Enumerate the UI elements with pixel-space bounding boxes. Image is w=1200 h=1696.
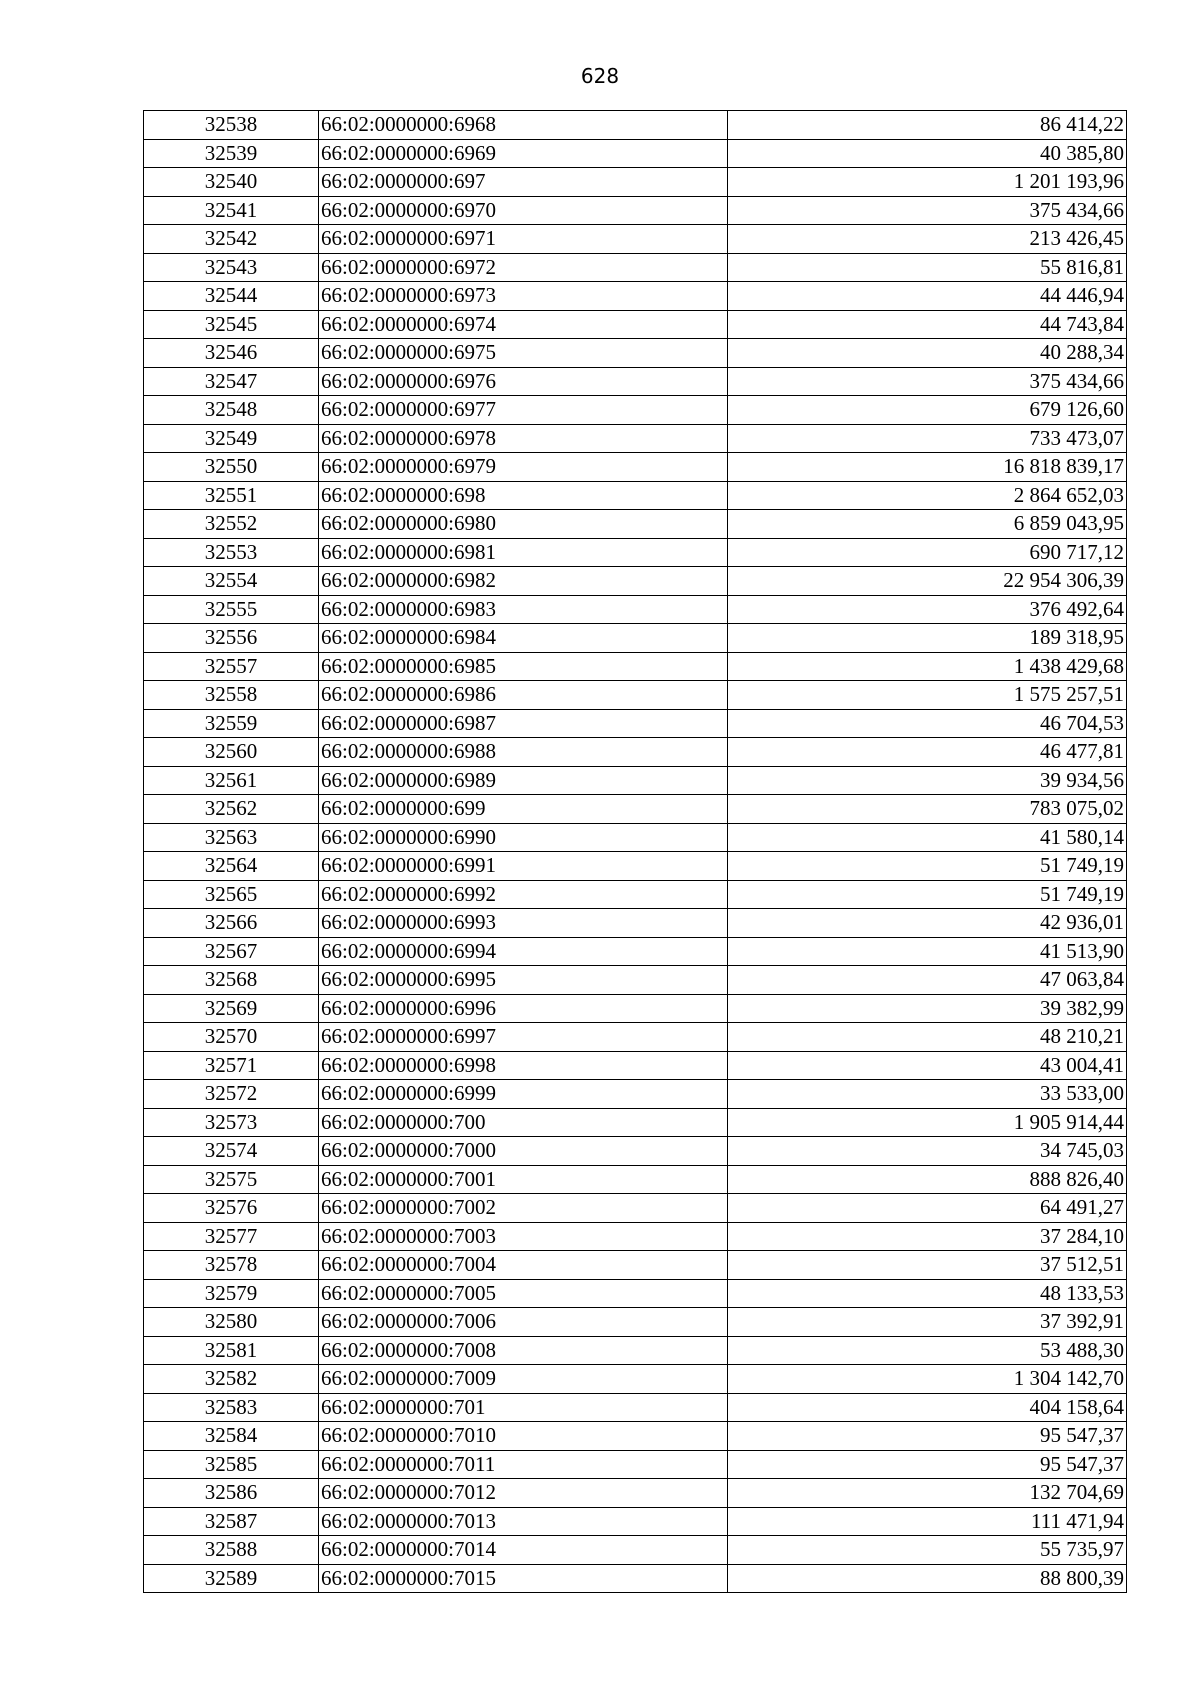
cadastral-value-cell: 404 158,64 (728, 1393, 1127, 1422)
table-row (144, 1165, 1127, 1194)
row-number-cell: 32566 (144, 909, 319, 938)
cadastral-value-cell: 95 547,37 (728, 1450, 1127, 1479)
table-row (144, 1536, 1127, 1565)
table-row (144, 168, 1127, 197)
table-row (144, 481, 1127, 510)
cadastral-number-cell: 66:02:0000000:698 (319, 481, 728, 510)
cadastral-number-cell: 66:02:0000000:7010 (319, 1422, 728, 1451)
cadastral-value-cell: 40 288,34 (728, 339, 1127, 368)
cadastral-number-cell: 66:02:0000000:7003 (319, 1222, 728, 1251)
cadastral-number-cell: 66:02:0000000:6973 (319, 282, 728, 311)
cadastral-value-cell: 88 800,39 (728, 1564, 1127, 1593)
cadastral-number-cell: 66:02:0000000:6992 (319, 880, 728, 909)
cadastral-value-cell: 51 749,19 (728, 880, 1127, 909)
row-number-cell: 32565 (144, 880, 319, 909)
row-number-cell: 32546 (144, 339, 319, 368)
table-row (144, 852, 1127, 881)
table-row (144, 282, 1127, 311)
row-number-cell: 32540 (144, 168, 319, 197)
cadastral-number-cell: 66:02:0000000:6988 (319, 738, 728, 767)
row-number-cell: 32562 (144, 795, 319, 824)
cadastral-number-cell: 66:02:0000000:6993 (319, 909, 728, 938)
cadastral-number-cell: 66:02:0000000:6994 (319, 937, 728, 966)
row-number-cell: 32584 (144, 1422, 319, 1451)
cadastral-number-cell: 66:02:0000000:7005 (319, 1279, 728, 1308)
cadastral-value-cell: 86 414,22 (728, 111, 1127, 140)
row-number-cell: 32572 (144, 1080, 319, 1109)
row-number-cell: 32588 (144, 1536, 319, 1565)
cadastral-value-cell: 39 934,56 (728, 766, 1127, 795)
table-row (144, 823, 1127, 852)
table-row (144, 1308, 1127, 1337)
row-number-cell: 32555 (144, 595, 319, 624)
row-number-cell: 32569 (144, 994, 319, 1023)
cadastral-number-cell: 66:02:0000000:7012 (319, 1479, 728, 1508)
cadastral-value-cell: 6 859 043,95 (728, 510, 1127, 539)
row-number-cell: 32545 (144, 310, 319, 339)
cadastral-value-cell: 44 743,84 (728, 310, 1127, 339)
table-row (144, 1080, 1127, 1109)
table-row (144, 595, 1127, 624)
row-number-cell: 32567 (144, 937, 319, 966)
row-number-cell: 32542 (144, 225, 319, 254)
row-number-cell: 32573 (144, 1108, 319, 1137)
row-number-cell: 32589 (144, 1564, 319, 1593)
cadastral-number-cell: 66:02:0000000:6968 (319, 111, 728, 140)
cadastral-value-cell: 1 304 142,70 (728, 1365, 1127, 1394)
cadastral-number-cell: 66:02:0000000:6995 (319, 966, 728, 995)
row-number-cell: 32556 (144, 624, 319, 653)
cadastral-value-cell: 42 936,01 (728, 909, 1127, 938)
row-number-cell: 32579 (144, 1279, 319, 1308)
cadastral-number-cell: 66:02:0000000:6990 (319, 823, 728, 852)
table-row (144, 1336, 1127, 1365)
table-row (144, 253, 1127, 282)
row-number-cell: 32577 (144, 1222, 319, 1251)
cadastral-number-cell: 66:02:0000000:6975 (319, 339, 728, 368)
cadastral-value-cell: 16 818 839,17 (728, 453, 1127, 482)
cadastral-number-cell: 66:02:0000000:6981 (319, 538, 728, 567)
cadastral-value-cell: 213 426,45 (728, 225, 1127, 254)
table-row (144, 766, 1127, 795)
cadastral-number-cell: 66:02:0000000:6974 (319, 310, 728, 339)
table-row (144, 111, 1127, 140)
cadastral-value-cell: 37 512,51 (728, 1251, 1127, 1280)
cadastral-number-cell: 66:02:0000000:6989 (319, 766, 728, 795)
cadastral-value-cell: 376 492,64 (728, 595, 1127, 624)
cadastral-value-cell: 48 210,21 (728, 1023, 1127, 1052)
cadastral-number-cell: 66:02:0000000:7008 (319, 1336, 728, 1365)
cadastral-number-cell: 66:02:0000000:6977 (319, 396, 728, 425)
table-row (144, 652, 1127, 681)
cadastral-number-cell: 66:02:0000000:6997 (319, 1023, 728, 1052)
row-number-cell: 32547 (144, 367, 319, 396)
cadastral-value-cell: 55 816,81 (728, 253, 1127, 282)
table-row (144, 1023, 1127, 1052)
row-number-cell: 32580 (144, 1308, 319, 1337)
row-number-cell: 32541 (144, 196, 319, 225)
table-row (144, 396, 1127, 425)
cadastral-number-cell: 66:02:0000000:6998 (319, 1051, 728, 1080)
cadastral-number-cell: 66:02:0000000:701 (319, 1393, 728, 1422)
table-row (144, 624, 1127, 653)
cadastral-number-cell: 66:02:0000000:6969 (319, 139, 728, 168)
table-row (144, 1422, 1127, 1451)
table-row (144, 966, 1127, 995)
table-row (144, 994, 1127, 1023)
table-row (144, 1194, 1127, 1223)
cadastral-number-cell: 66:02:0000000:6972 (319, 253, 728, 282)
cadastral-number-cell: 66:02:0000000:6978 (319, 424, 728, 453)
cadastral-value-cell: 40 385,80 (728, 139, 1127, 168)
table-row (144, 225, 1127, 254)
row-number-cell: 32575 (144, 1165, 319, 1194)
cadastral-number-cell: 66:02:0000000:7002 (319, 1194, 728, 1223)
cadastral-value-cell: 39 382,99 (728, 994, 1127, 1023)
cadastral-value-cell: 95 547,37 (728, 1422, 1127, 1451)
table-row (144, 738, 1127, 767)
cadastral-value-cell: 888 826,40 (728, 1165, 1127, 1194)
row-number-cell: 32539 (144, 139, 319, 168)
table-row (144, 1393, 1127, 1422)
cadastral-number-cell: 66:02:0000000:6970 (319, 196, 728, 225)
row-number-cell: 32557 (144, 652, 319, 681)
row-number-cell: 32576 (144, 1194, 319, 1223)
table-row (144, 310, 1127, 339)
cadastral-number-cell: 66:02:0000000:700 (319, 1108, 728, 1137)
row-number-cell: 32543 (144, 253, 319, 282)
row-number-cell: 32571 (144, 1051, 319, 1080)
row-number-cell: 32560 (144, 738, 319, 767)
table-row (144, 139, 1127, 168)
cadastral-number-cell: 66:02:0000000:6986 (319, 681, 728, 710)
row-number-cell: 32587 (144, 1507, 319, 1536)
cadastral-value-cell: 1 905 914,44 (728, 1108, 1127, 1137)
row-number-cell: 32568 (144, 966, 319, 995)
table-row (144, 1108, 1127, 1137)
cadastral-value-cell: 44 446,94 (728, 282, 1127, 311)
table-row (144, 453, 1127, 482)
cadastral-value-cell: 47 063,84 (728, 966, 1127, 995)
cadastral-number-cell: 66:02:0000000:7009 (319, 1365, 728, 1394)
cadastral-value-cell: 37 284,10 (728, 1222, 1127, 1251)
cadastral-value-cell: 690 717,12 (728, 538, 1127, 567)
page-number: 628 (580, 64, 620, 88)
cadastral-value-cell: 41 580,14 (728, 823, 1127, 852)
cadastral-value-cell: 34 745,03 (728, 1137, 1127, 1166)
cadastral-number-cell: 66:02:0000000:6999 (319, 1080, 728, 1109)
cadastral-value-cell: 189 318,95 (728, 624, 1127, 653)
row-number-cell: 32570 (144, 1023, 319, 1052)
table-row (144, 880, 1127, 909)
table-body (144, 111, 1127, 1593)
cadastral-value-cell: 43 004,41 (728, 1051, 1127, 1080)
row-number-cell: 32548 (144, 396, 319, 425)
cadastral-number-cell: 66:02:0000000:7001 (319, 1165, 728, 1194)
cadastral-number-cell: 66:02:0000000:6980 (319, 510, 728, 539)
table-row (144, 510, 1127, 539)
cadastral-value-cell: 375 434,66 (728, 367, 1127, 396)
cadastral-number-cell: 66:02:0000000:699 (319, 795, 728, 824)
cadastral-value-cell: 2 864 652,03 (728, 481, 1127, 510)
row-number-cell: 32538 (144, 111, 319, 140)
table-row (144, 424, 1127, 453)
cadastral-value-cell: 51 749,19 (728, 852, 1127, 881)
cadastral-value-cell: 37 392,91 (728, 1308, 1127, 1337)
row-number-cell: 32574 (144, 1137, 319, 1166)
table-row (144, 1479, 1127, 1508)
table-row (144, 339, 1127, 368)
row-number-cell: 32551 (144, 481, 319, 510)
cadastral-value-cell: 679 126,60 (728, 396, 1127, 425)
row-number-cell: 32554 (144, 567, 319, 596)
cadastral-number-cell: 66:02:0000000:6983 (319, 595, 728, 624)
row-number-cell: 32586 (144, 1479, 319, 1508)
table-row (144, 196, 1127, 225)
table-row (144, 681, 1127, 710)
cadastral-value-cell: 1 438 429,68 (728, 652, 1127, 681)
table-row (144, 795, 1127, 824)
cadastral-number-cell: 66:02:0000000:7000 (319, 1137, 728, 1166)
cadastral-number-cell: 66:02:0000000:6984 (319, 624, 728, 653)
table-row (144, 367, 1127, 396)
cadastral-value-cell: 48 133,53 (728, 1279, 1127, 1308)
table-row (144, 1051, 1127, 1080)
cadastral-number-cell: 66:02:0000000:6987 (319, 709, 728, 738)
cadastral-value-cell: 41 513,90 (728, 937, 1127, 966)
cadastral-number-cell: 66:02:0000000:697 (319, 168, 728, 197)
cadastral-value-cell: 22 954 306,39 (728, 567, 1127, 596)
cadastral-value-cell: 46 477,81 (728, 738, 1127, 767)
row-number-cell: 32578 (144, 1251, 319, 1280)
cadastral-value-cell: 733 473,07 (728, 424, 1127, 453)
row-number-cell: 32549 (144, 424, 319, 453)
cadastral-number-cell: 66:02:0000000:7014 (319, 1536, 728, 1565)
row-number-cell: 32559 (144, 709, 319, 738)
cadastral-number-cell: 66:02:0000000:7015 (319, 1564, 728, 1593)
cadastral-number-cell: 66:02:0000000:6971 (319, 225, 728, 254)
table-row (144, 1137, 1127, 1166)
row-number-cell: 32563 (144, 823, 319, 852)
cadastral-value-cell: 33 533,00 (728, 1080, 1127, 1109)
row-number-cell: 32564 (144, 852, 319, 881)
cadastral-number-cell: 66:02:0000000:6985 (319, 652, 728, 681)
cadastral-value-cell: 46 704,53 (728, 709, 1127, 738)
table-row (144, 909, 1127, 938)
cadastral-value-cell: 64 491,27 (728, 1194, 1127, 1223)
table-row (144, 1507, 1127, 1536)
table-row (144, 709, 1127, 738)
cadastral-number-cell: 66:02:0000000:6996 (319, 994, 728, 1023)
cadastral-value-cell: 53 488,30 (728, 1336, 1127, 1365)
cadastral-number-cell: 66:02:0000000:6979 (319, 453, 728, 482)
row-number-cell: 32558 (144, 681, 319, 710)
cadastral-value-cell: 132 704,69 (728, 1479, 1127, 1508)
cadastral-value-cell: 375 434,66 (728, 196, 1127, 225)
row-number-cell: 32552 (144, 510, 319, 539)
cadastral-number-cell: 66:02:0000000:6991 (319, 852, 728, 881)
cadastral-value-cell: 55 735,97 (728, 1536, 1127, 1565)
row-number-cell: 32544 (144, 282, 319, 311)
table-row (144, 1251, 1127, 1280)
cadastral-value-cell: 783 075,02 (728, 795, 1127, 824)
table-row (144, 937, 1127, 966)
cadastral-value-cell: 1 575 257,51 (728, 681, 1127, 710)
row-number-cell: 32582 (144, 1365, 319, 1394)
cadastral-value-cell: 1 201 193,96 (728, 168, 1127, 197)
cadastral-number-cell: 66:02:0000000:6982 (319, 567, 728, 596)
table-row (144, 1564, 1127, 1593)
cadastral-number-cell: 66:02:0000000:6976 (319, 367, 728, 396)
table-row (144, 1365, 1127, 1394)
row-number-cell: 32581 (144, 1336, 319, 1365)
table-row (144, 567, 1127, 596)
cadastral-number-cell: 66:02:0000000:7011 (319, 1450, 728, 1479)
table-row (144, 1222, 1127, 1251)
row-number-cell: 32561 (144, 766, 319, 795)
cadastral-number-cell: 66:02:0000000:7004 (319, 1251, 728, 1280)
table-row (144, 538, 1127, 567)
row-number-cell: 32585 (144, 1450, 319, 1479)
row-number-cell: 32583 (144, 1393, 319, 1422)
table-row (144, 1279, 1127, 1308)
row-number-cell: 32553 (144, 538, 319, 567)
cadastral-value-table (143, 110, 1127, 1593)
cadastral-value-cell: 111 471,94 (728, 1507, 1127, 1536)
cadastral-number-cell: 66:02:0000000:7013 (319, 1507, 728, 1536)
cadastral-number-cell: 66:02:0000000:7006 (319, 1308, 728, 1337)
row-number-cell: 32550 (144, 453, 319, 482)
table-row (144, 1450, 1127, 1479)
